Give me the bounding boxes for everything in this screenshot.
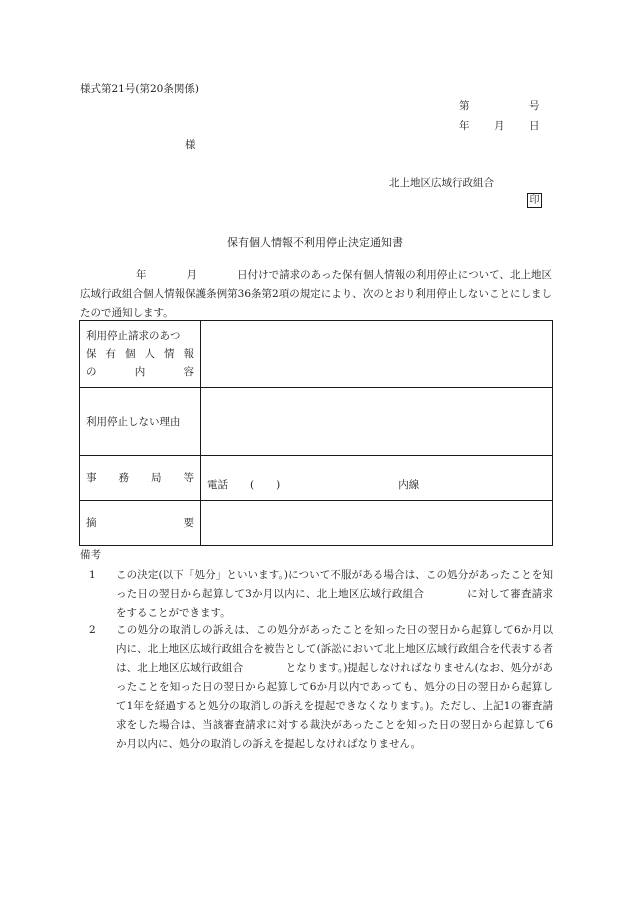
content-value-cell[interactable] [201, 321, 553, 388]
date-year-label: 年 [459, 120, 470, 132]
office-label-cell: 事 務 局 等 [80, 456, 201, 501]
content-label-line3: の 内 容 [86, 366, 194, 378]
remarks-label-cell: 摘 要 [80, 501, 201, 546]
table-row-reason [80, 388, 553, 456]
content-label-line2: 保 有 個 人 情 報 [86, 348, 194, 360]
phone-label: 電話 [207, 479, 228, 491]
office-value-cell[interactable] [201, 456, 553, 501]
note-text: この決定(以下「処分」といいます。)について不服がある場合は、この処分があったことを知った日の翌日から起算して3か月以内に、北上地区広域行政組合 に対して審査請求をすることができます。 [116, 569, 553, 619]
form-number: 様式第21号(第20条関係) [80, 83, 199, 95]
note-number: 1 [89, 569, 96, 581]
note-item [80, 621, 553, 754]
phone-paren-open: ( [250, 479, 255, 491]
note-item [80, 566, 553, 623]
issuer-name: 北上地区広域行政組合 [389, 177, 494, 189]
content-label-cell [80, 321, 201, 388]
notes-heading: 備考 [80, 549, 101, 561]
note-text: この処分の取消しの訴えは、この処分があったことを知った日の翌日から起算して6か月以内に、北上地区広域行政組合を被告として(訴訟において北上地区広域行政組合を代表する者は、北上地区広域行政組合 となります。)提起しなければなりません(なお、処分があったことを知った日の翌日から起算して6か月以内であっても、処分の日の翌日から起算して1年を経過すると処分の取消しの訴えを提起できなくなります。)。ただし、上記1の審査請求をした場合は、当該審査請求に対する裁決があったことを知った日の翌日から起算して6か月以内に、処分の取消しの訴えを提起しなければなりません。 [116, 624, 553, 750]
document-title: 保有個人情報不利用停止決定通知書 [227, 236, 403, 249]
table-row-office [80, 456, 553, 501]
table-row-content [80, 321, 553, 388]
body-year-label: 年 [136, 269, 147, 281]
notice-body [80, 266, 552, 323]
document-number-prefix: 第 [459, 100, 470, 112]
decision-table [79, 320, 553, 546]
reason-value-cell[interactable] [201, 388, 553, 456]
content-label-line1: 利用停止請求のあつ [86, 330, 181, 342]
date-day-label: 日 [529, 120, 540, 132]
table-row-remarks [80, 501, 553, 546]
date-month-label: 月 [494, 120, 505, 132]
body-paragraph: 日付けで請求のあった保有個人情報の利用停止について、北上地区広域行政組合個人情報保護条例第36条第2項の規定により、次のとおり利用停止しないことにしましたので通知します。 [80, 269, 552, 319]
seal-mark: 印 [527, 193, 542, 208]
phone-paren-close: ) [276, 479, 281, 491]
reason-label: 利用停止しない理由 [80, 388, 201, 456]
extension-label: 内線 [398, 479, 420, 491]
document-number-suffix: 号 [529, 100, 540, 112]
addressee-suffix: 様 [185, 139, 196, 151]
remarks-value-cell[interactable] [201, 501, 553, 546]
note-number: 2 [89, 624, 96, 636]
body-month-label: 月 [186, 269, 198, 281]
